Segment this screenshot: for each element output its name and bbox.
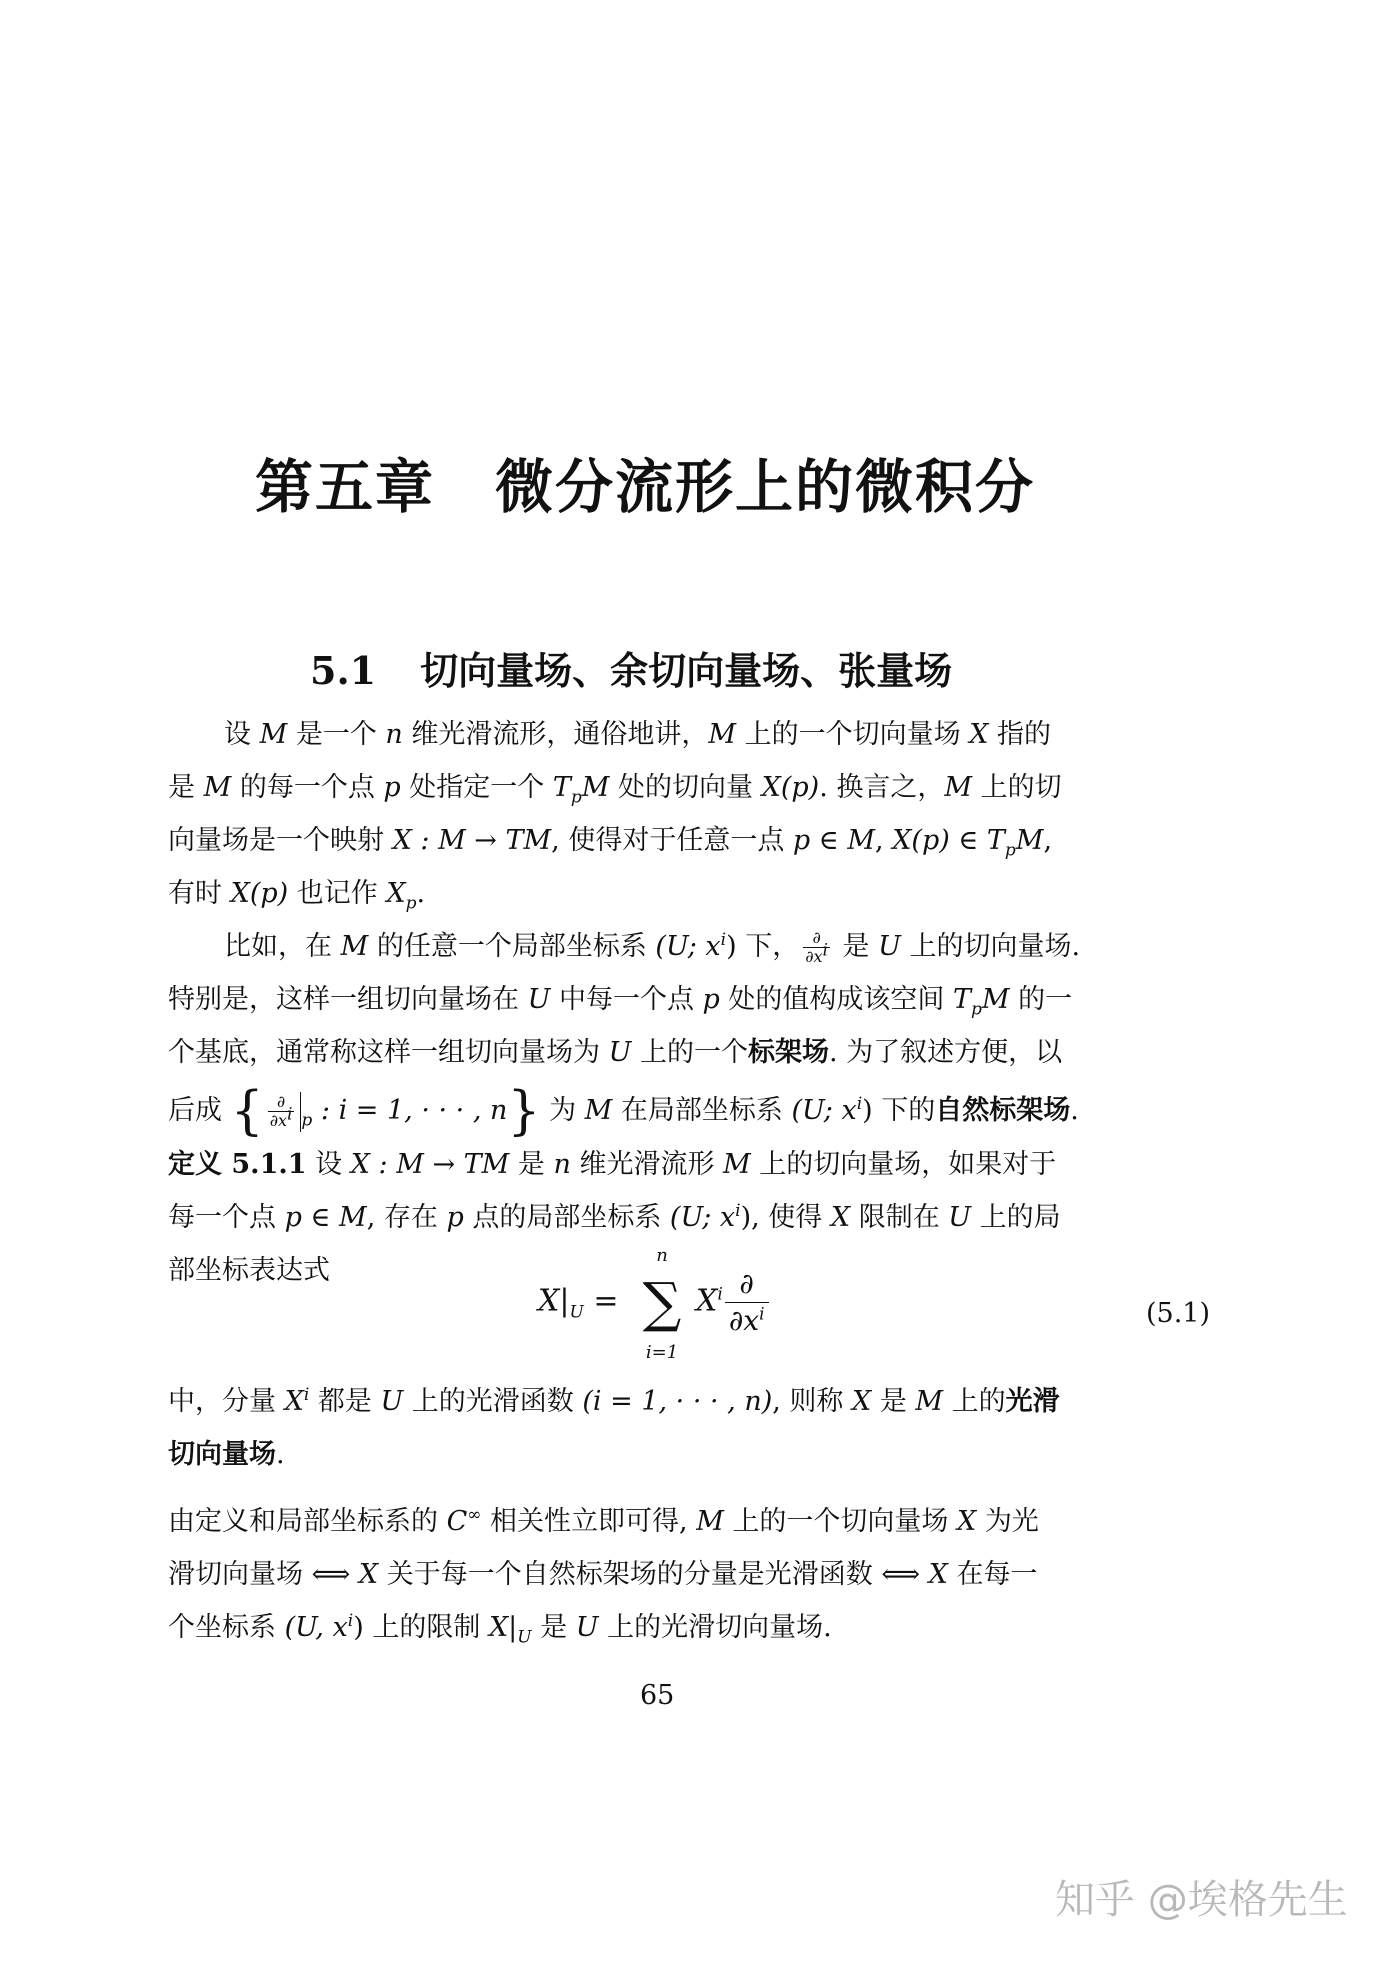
text-line: 定义 5.1.1 设 X : M → TM 是 n 维光滑流形 M 上的切向量场，如果对于 [168, 1149, 1057, 1180]
text-line: 每一个点 p ∈ M, 存在 p 点的局部坐标系 (U; $x^i$), 使得 X 限制在 U 上的局 [168, 1201, 1061, 1233]
chapter-number: 第五章 [255, 453, 436, 521]
section-title [310, 640, 1210, 695]
page-number: 65 [640, 1680, 675, 1711]
partial-derivative-fraction: $\frac{\partial}{\partial x^i}$ [269, 1092, 293, 1130]
definition-label: 定义 5.1.1 [168, 1149, 307, 1180]
term-smooth-tangent-field: 切向量场 [168, 1439, 276, 1470]
text-line: 切向量场. [168, 1439, 285, 1470]
text-line: 滑切向量场 ⟺ X 关于每一个自然标架场的分量是光滑函数 ⟺ X 在每一 [168, 1559, 1038, 1590]
equation-number: (5.1) [1145, 1298, 1210, 1329]
text-line: 个坐标系 (U, $x^i$) 上的限制 $X|_U$ 是 U 上的光滑切向量场. [168, 1611, 832, 1648]
text-line: 个基底，通常称这样一组切向量场为 U 上的一个标架场. 为了叙述方便，以 [168, 1037, 1063, 1068]
text-line: 特别是，这样一组切向量场在 U 中每一个点 p 处的值构成该空间 $T_pM$ 的一 [168, 984, 1073, 1020]
text-line: 中，分量 $X^i$ 都是 U 上的光滑函数 (i = 1, · · · , n), 则称 X 是 M 上的光滑 [168, 1385, 1060, 1417]
text-line: 有时 X(p) 也记作 $X_p$. [168, 878, 426, 914]
text-line: 部坐标表达式 [168, 1255, 330, 1286]
watermark: 知乎 @埃格先生 [1055, 1877, 1348, 1923]
equation-5-1 [168, 1244, 1218, 1370]
paragraph-tangent-field [168, 708, 1218, 920]
chapter-title [255, 440, 1155, 524]
term-frame-field: 标架场 [747, 1037, 829, 1068]
definition-continuation [168, 1375, 1218, 1481]
term-natural-frame-field: 自然标架场 [935, 1095, 1071, 1126]
text-line: 由定义和局部坐标系的 C∞ 相关性立即可得, M 上的一个切向量场 X 为光 [168, 1505, 1039, 1537]
summation-symbol: n ∑ i=1 [642, 1244, 682, 1363]
equation-fraction: $\frac{\partial}{\partial x^i}$ [725, 1266, 769, 1339]
text-line: 向量场是一个映射 X : M → TM, 使得对于任意一点 p ∈ M, X(p) ∈ $T_pM$, [168, 825, 1053, 861]
text-line: 是 M 的每一个点 p 处指定一个 $T_pM$ 处的切向量 X(p). 换言之，M 上的切 [168, 772, 1062, 808]
text-line: 比如，在 M 的任意一个局部坐标系 (U; $x^i$) 下， $\frac{\partial}{\partial x^i}$ 是 U 上的切向量场. [224, 928, 1081, 966]
section-number: 5.1 [310, 648, 377, 693]
section-name: 切向量场、余切向量场、张量场 [420, 648, 953, 693]
text-line: 后成 { $\frac{\partial}{\partial x^i}$ $_p$ : i = 1, · · · , n} 为 M 在局部坐标系 (U; $x^i$) 下的自然标架场. [168, 1081, 1079, 1142]
chapter-name: 微分流形上的微积分 [495, 453, 1036, 521]
paragraph-natural-frame [168, 920, 1218, 1144]
partial-derivative-fraction: $\frac{\partial}{\partial x^i}$ [805, 928, 828, 966]
paragraph-corollary [168, 1495, 1218, 1654]
equation-body: $X|_U$ = n ∑ i=1 $X^i$ $\frac{\partial}{\partial x^i}$ [538, 1266, 769, 1339]
text-line: 设 M 是一个 n 维光滑流形，通俗地讲，M 上的一个切向量场 X 指的 [224, 719, 1052, 750]
